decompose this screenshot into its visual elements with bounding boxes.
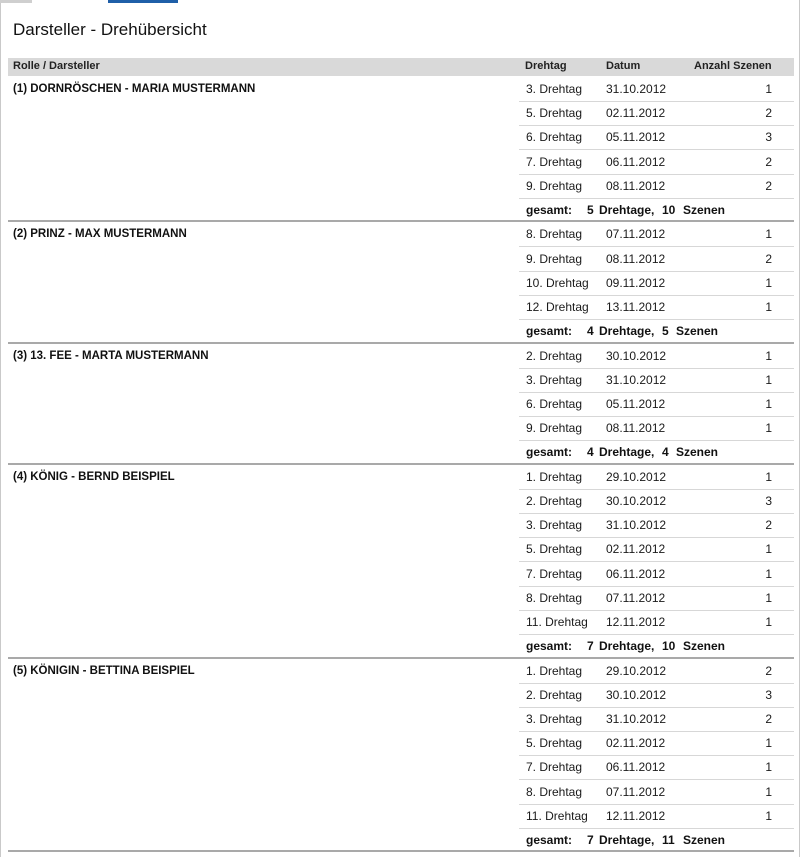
scene-count-cell: 1	[765, 614, 772, 629]
drehtag-cell: 5. Drehtag	[526, 542, 583, 557]
total-label: gesamt:	[526, 445, 573, 460]
drehtag-cell: 8. Drehtag	[526, 784, 583, 799]
total-label: gesamt:	[526, 832, 573, 847]
total-scenes-unit: Szenen	[683, 639, 726, 654]
drehtag-cell: 7. Drehtag	[526, 760, 583, 775]
drehtag-cell: 12. Drehtag	[526, 299, 589, 314]
scene-count-cell: 1	[765, 421, 772, 436]
scene-count-cell: 1	[765, 808, 772, 823]
role-name: (5) KÖNIGIN - BETTINA BEISPIEL	[13, 664, 195, 677]
header-role: Rolle / Darsteller	[13, 60, 100, 72]
total-scenes-unit: Szenen	[683, 832, 726, 847]
drehtag-cell: 5. Drehtag	[526, 106, 583, 121]
table-row	[519, 804, 794, 829]
drehtag-cell: 6. Drehtag	[526, 396, 583, 411]
date-cell: 30.10.2012	[606, 493, 667, 508]
scene-count-cell: 1	[765, 396, 772, 411]
total-days-value: 5	[587, 203, 594, 217]
scene-count-cell: 2	[765, 518, 772, 533]
date-cell: 12.11.2012	[606, 614, 666, 629]
header-day: Drehtag	[525, 60, 567, 72]
date-cell: 06.11.2012	[606, 760, 666, 775]
table-row	[519, 247, 794, 272]
scene-count-cell: 1	[765, 760, 772, 775]
date-cell: 12.11.2012	[606, 808, 666, 823]
date-cell: 05.11.2012	[606, 130, 666, 145]
table-row	[519, 610, 794, 635]
scene-count-cell: 1	[765, 299, 772, 314]
table-row	[519, 344, 794, 369]
scene-count-cell: 1	[765, 566, 772, 581]
total-days-unit: Drehtage,	[599, 324, 655, 339]
table-row	[519, 368, 794, 393]
total-label: gesamt:	[526, 324, 573, 339]
total-scenes-unit: Szenen	[676, 445, 719, 460]
scene-count-cell: 2	[765, 106, 772, 121]
table-row	[519, 465, 794, 490]
total-scenes-value: 11	[662, 832, 675, 847]
date-cell: 31.10.2012	[606, 372, 667, 387]
table-row	[519, 586, 794, 611]
date-cell: 29.10.2012	[606, 663, 667, 678]
total-scenes-unit: Szenen	[683, 203, 726, 217]
scene-count-cell: 1	[765, 348, 772, 363]
total-days-unit: Drehtage,	[599, 203, 655, 217]
scene-count-cell: 2	[765, 711, 772, 726]
date-cell: 13.11.2012	[606, 299, 666, 314]
scene-count-cell: 1	[765, 372, 772, 387]
drehtag-cell: 11. Drehtag	[526, 808, 588, 823]
table-row	[519, 707, 794, 732]
total-days-value: 7	[587, 832, 594, 847]
total-days-value: 7	[587, 639, 594, 654]
drehtag-cell: 9. Drehtag	[526, 178, 583, 193]
scene-count-cell: 1	[765, 227, 772, 242]
scene-count-cell: 3	[765, 493, 772, 508]
scene-count-cell: 2	[765, 178, 772, 193]
total-scenes-value: 10	[662, 203, 676, 217]
date-cell: 08.11.2012	[606, 178, 666, 193]
total-days-unit: Drehtage,	[599, 445, 655, 460]
table-row	[519, 222, 794, 247]
total-label: gesamt:	[526, 639, 573, 654]
group-separator	[8, 850, 794, 852]
scene-count-cell: 1	[765, 275, 772, 290]
page-title: Darsteller - Drehübersicht	[13, 20, 207, 39]
scene-count-cell: 1	[765, 736, 772, 751]
table-row	[519, 271, 794, 296]
table-row	[519, 562, 794, 587]
date-cell: 02.11.2012	[606, 736, 666, 751]
drehtag-cell: 8. Drehtag	[526, 227, 583, 242]
tab-indicator-active[interactable]	[108, 0, 178, 3]
drehtag-cell: 2. Drehtag	[526, 348, 583, 363]
total-scenes-value: 5	[662, 324, 669, 339]
drehtag-cell: 3. Drehtag	[526, 518, 583, 533]
tab-indicator-left[interactable]	[0, 0, 32, 3]
table-row	[519, 125, 794, 150]
drehtag-cell: 7. Drehtag	[526, 566, 583, 581]
date-cell: 02.11.2012	[606, 106, 666, 121]
table-row	[519, 392, 794, 417]
date-cell: 08.11.2012	[606, 251, 666, 266]
table-row	[519, 295, 794, 320]
drehtag-cell: 1. Drehtag	[526, 663, 583, 678]
scene-count-cell: 1	[765, 784, 772, 799]
scene-count-cell: 2	[765, 663, 772, 678]
date-cell: 30.10.2012	[606, 687, 667, 702]
role-name: (2) PRINZ - MAX MUSTERMANN	[13, 228, 187, 241]
table-row	[519, 77, 794, 102]
date-cell: 30.10.2012	[606, 348, 667, 363]
date-cell: 09.11.2012	[606, 275, 666, 290]
scene-count-cell: 3	[765, 687, 772, 702]
drehtag-cell: 7. Drehtag	[526, 154, 583, 169]
drehtag-cell: 9. Drehtag	[526, 251, 583, 266]
total-scenes-unit: Szenen	[676, 324, 719, 339]
scene-count-cell: 1	[765, 82, 772, 96]
role-name: (1) DORNRÖSCHEN - MARIA MUSTERMANN	[13, 83, 256, 95]
drehtag-cell: 6. Drehtag	[526, 130, 583, 145]
drehtag-cell: 3. Drehtag	[526, 372, 583, 387]
table-row	[519, 513, 794, 538]
drehtag-cell: 2. Drehtag	[526, 493, 583, 508]
scene-count-cell: 1	[765, 469, 772, 484]
role-name: (4) KÖNIG - BERND BEISPIEL	[13, 470, 175, 483]
date-cell: 07.11.2012	[606, 784, 666, 799]
drehtag-cell: 1. Drehtag	[526, 469, 583, 484]
table-row	[519, 755, 794, 780]
drehtag-cell: 2. Drehtag	[526, 687, 583, 702]
table-row	[519, 174, 794, 199]
scene-count-cell: 2	[765, 154, 772, 169]
date-cell: 31.10.2012	[606, 82, 667, 96]
total-days-value: 4	[587, 445, 594, 460]
table-row	[519, 489, 794, 514]
date-cell: 07.11.2012	[606, 590, 666, 605]
table-row	[519, 683, 794, 708]
date-cell: 05.11.2012	[606, 396, 666, 411]
total-scenes-value: 10	[662, 639, 676, 654]
total-days-unit: Drehtage,	[599, 639, 655, 654]
drehtag-cell: 11. Drehtag	[526, 614, 588, 629]
header-date: Datum	[606, 60, 641, 72]
scene-count-cell: 1	[765, 542, 772, 557]
table-row	[519, 150, 794, 175]
scene-count-cell: 2	[765, 251, 772, 266]
table-row	[519, 780, 794, 805]
date-cell: 02.11.2012	[606, 542, 666, 557]
drehtag-cell: 3. Drehtag	[526, 711, 583, 726]
date-cell: 06.11.2012	[606, 566, 666, 581]
table-row	[519, 659, 794, 684]
scene-count-cell: 1	[765, 590, 772, 605]
role-name: (3) 13. FEE - MARTA MUSTERMANN	[13, 349, 209, 362]
drehtag-cell: 3. Drehtag	[526, 82, 583, 96]
table-row	[519, 537, 794, 562]
date-cell: 31.10.2012	[606, 711, 667, 726]
table-row	[519, 416, 794, 441]
table-row	[519, 731, 794, 756]
drehtag-cell: 9. Drehtag	[526, 421, 583, 436]
date-cell: 31.10.2012	[606, 518, 667, 533]
date-cell: 06.11.2012	[606, 154, 666, 169]
drehtag-cell: 5. Drehtag	[526, 736, 583, 751]
total-scenes-value: 4	[662, 445, 669, 460]
date-cell: 07.11.2012	[606, 227, 666, 242]
date-cell: 29.10.2012	[606, 469, 667, 484]
scene-count-cell: 3	[765, 130, 772, 145]
date-cell: 08.11.2012	[606, 421, 666, 436]
table-header	[8, 58, 794, 76]
total-days-value: 4	[587, 324, 594, 339]
table-row	[519, 101, 794, 126]
drehtag-cell: 8. Drehtag	[526, 590, 583, 605]
header-count: Anzahl Szenen	[694, 60, 772, 72]
drehtag-cell: 10. Drehtag	[526, 275, 589, 290]
total-label: gesamt:	[526, 203, 573, 217]
total-days-unit: Drehtage,	[599, 832, 655, 847]
